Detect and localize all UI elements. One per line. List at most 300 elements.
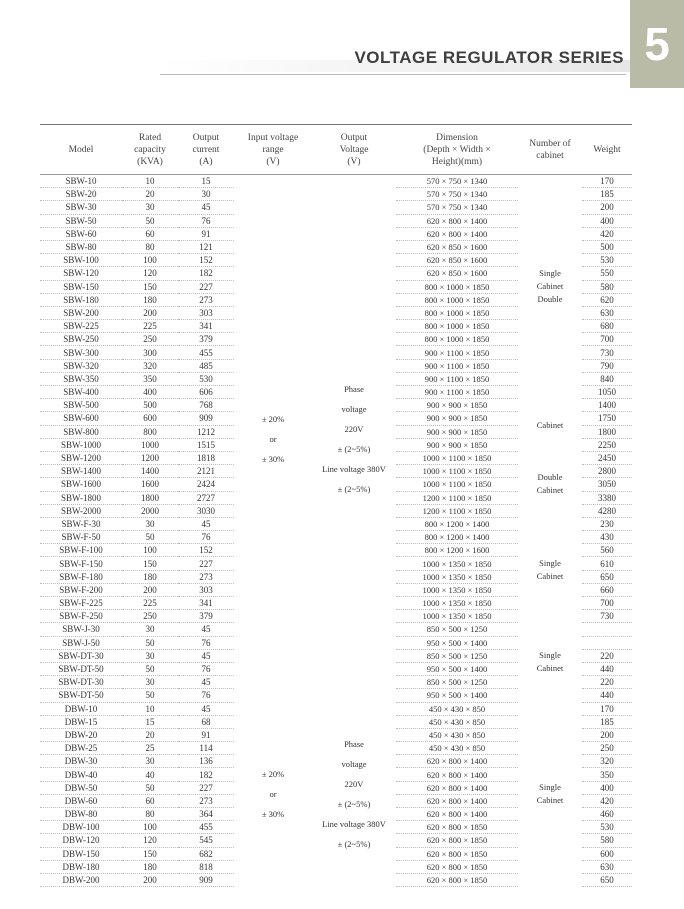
dimension-cell: 900 × 900 × 1850 xyxy=(396,425,518,438)
current-cell: 303 xyxy=(178,583,234,596)
model-cell: SBW-J-30 xyxy=(40,623,122,636)
model-cell: SBW-F-150 xyxy=(40,557,122,570)
weight-cell: 560 xyxy=(582,544,632,557)
cabinet-type xyxy=(518,517,582,623)
dimension-cell: 850 × 500 × 1250 xyxy=(396,676,518,689)
current-cell: 121 xyxy=(178,240,234,253)
dimension-cell: 1000 × 1100 × 1850 xyxy=(396,478,518,491)
weight-cell: 185 xyxy=(582,188,632,201)
weight-cell: 440 xyxy=(582,689,632,702)
dimension-cell: 570 × 750 × 1340 xyxy=(396,188,518,201)
current-cell: 768 xyxy=(178,399,234,412)
weight-cell: 3380 xyxy=(582,491,632,504)
current-cell: 364 xyxy=(178,808,234,821)
capacity-cell: 100 xyxy=(122,544,178,557)
model-cell: SBW-200 xyxy=(40,306,122,319)
dimension-cell: 1000 × 1350 × 1850 xyxy=(396,610,518,623)
capacity-cell: 2000 xyxy=(122,504,178,517)
capacity-cell: 50 xyxy=(122,689,178,702)
header-cabinets: Number of cabinet xyxy=(518,125,582,175)
current-cell: 136 xyxy=(178,755,234,768)
capacity-cell: 25 xyxy=(122,742,178,755)
cabinet-type-line: Cabinet xyxy=(536,571,564,582)
current-cell: 45 xyxy=(178,676,234,689)
weight-cell: 580 xyxy=(582,280,632,293)
model-cell: DBW-15 xyxy=(40,715,122,728)
current-cell: 91 xyxy=(178,728,234,741)
model-cell: SBW-2000 xyxy=(40,504,122,517)
weight-cell: 1400 xyxy=(582,399,632,412)
weight-cell: 350 xyxy=(582,768,632,781)
model-cell: SBW-20 xyxy=(40,188,122,201)
cabinet-type xyxy=(518,175,582,399)
current-cell: 1212 xyxy=(178,425,234,438)
output-voltage-spec-line: voltage xyxy=(341,403,367,414)
output-voltage-spec-line: voltage xyxy=(341,759,367,770)
capacity-cell: 150 xyxy=(122,280,178,293)
weight-cell: 530 xyxy=(582,254,632,267)
model-cell: SBW-1400 xyxy=(40,465,122,478)
current-cell: 45 xyxy=(178,517,234,530)
current-cell: 227 xyxy=(178,280,234,293)
capacity-cell: 200 xyxy=(122,583,178,596)
dimension-cell: 620 × 850 × 1600 xyxy=(396,254,518,267)
dimension-cell: 1000 × 1100 × 1850 xyxy=(396,451,518,464)
current-cell: 909 xyxy=(178,873,234,886)
dimension-cell: 450 × 430 × 850 xyxy=(396,702,518,715)
model-cell: SBW-800 xyxy=(40,425,122,438)
capacity-cell: 150 xyxy=(122,847,178,860)
dimension-cell: 950 × 500 × 1400 xyxy=(396,636,518,649)
dimension-cell: 620 × 800 × 1400 xyxy=(396,768,518,781)
capacity-cell: 180 xyxy=(122,860,178,873)
output-voltage-spec-line: ± (2~5%) xyxy=(337,799,371,810)
dimension-cell: 800 × 1000 × 1850 xyxy=(396,333,518,346)
current-cell: 2727 xyxy=(178,491,234,504)
model-cell: SBW-350 xyxy=(40,372,122,385)
dimension-cell: 620 × 800 × 1400 xyxy=(396,755,518,768)
output-voltage-spec xyxy=(312,175,396,703)
weight-cell: 200 xyxy=(582,201,632,214)
model-cell: SBW-J-50 xyxy=(40,636,122,649)
dimension-cell: 900 × 900 × 1850 xyxy=(396,412,518,425)
model-cell: SBW-1600 xyxy=(40,478,122,491)
weight-cell: 220 xyxy=(582,676,632,689)
weight-cell: 630 xyxy=(582,306,632,319)
dimension-cell: 620 × 800 × 1850 xyxy=(396,821,518,834)
dimension-cell: 800 × 1000 × 1850 xyxy=(396,280,518,293)
capacity-cell: 50 xyxy=(122,662,178,675)
dimension-cell: 850 × 500 × 1250 xyxy=(396,649,518,662)
input-voltage-range xyxy=(234,702,312,887)
model-cell: SBW-F-250 xyxy=(40,610,122,623)
weight-cell: 200 xyxy=(582,728,632,741)
current-cell: 76 xyxy=(178,662,234,675)
current-cell: 152 xyxy=(178,254,234,267)
table-row xyxy=(40,175,632,188)
capacity-cell: 1200 xyxy=(122,451,178,464)
weight-cell: 4280 xyxy=(582,504,632,517)
dimension-cell: 900 × 1100 × 1850 xyxy=(396,372,518,385)
current-cell: 379 xyxy=(178,610,234,623)
weight-cell: 600 xyxy=(582,847,632,860)
capacity-cell: 60 xyxy=(122,794,178,807)
weight-cell: 430 xyxy=(582,531,632,544)
current-cell: 909 xyxy=(178,412,234,425)
dimension-cell: 620 × 800 × 1400 xyxy=(396,214,518,227)
capacity-cell: 1400 xyxy=(122,465,178,478)
dimension-cell: 620 × 850 × 1600 xyxy=(396,267,518,280)
capacity-cell: 120 xyxy=(122,834,178,847)
table-header xyxy=(40,125,632,175)
page-title: VOLTAGE REGULATOR SERIES xyxy=(354,48,624,67)
weight-cell: 220 xyxy=(582,649,632,662)
dimension-cell: 1000 × 1350 × 1850 xyxy=(396,570,518,583)
weight-cell: 420 xyxy=(582,227,632,240)
capacity-cell: 30 xyxy=(122,623,178,636)
dimension-cell: 450 × 430 × 850 xyxy=(396,742,518,755)
weight-cell: 1050 xyxy=(582,386,632,399)
dimension-cell: 800 × 1200 × 1600 xyxy=(396,544,518,557)
current-cell: 182 xyxy=(178,267,234,280)
capacity-cell: 120 xyxy=(122,267,178,280)
current-cell: 91 xyxy=(178,227,234,240)
weight-cell: 1750 xyxy=(582,412,632,425)
dimension-cell: 620 × 800 × 1850 xyxy=(396,860,518,873)
model-cell: SBW-80 xyxy=(40,240,122,253)
cabinet-type xyxy=(518,451,582,517)
dimension-cell: 1000 × 1350 × 1850 xyxy=(396,557,518,570)
output-voltage-spec-line: Phase xyxy=(344,383,364,394)
current-cell: 606 xyxy=(178,386,234,399)
capacity-cell: 20 xyxy=(122,728,178,741)
weight-cell: 3050 xyxy=(582,478,632,491)
model-cell: SBW-600 xyxy=(40,412,122,425)
model-cell: SBW-180 xyxy=(40,293,122,306)
capacity-cell: 250 xyxy=(122,610,178,623)
current-cell: 45 xyxy=(178,702,234,715)
model-cell: SBW-F-30 xyxy=(40,517,122,530)
model-cell: SBW-1000 xyxy=(40,438,122,451)
weight-cell: 250 xyxy=(582,742,632,755)
model-cell: SBW-120 xyxy=(40,267,122,280)
cabinet-type-line: Cabinet xyxy=(536,485,564,496)
model-cell: DBW-100 xyxy=(40,821,122,834)
cabinet-type xyxy=(518,623,582,702)
header-model: Model xyxy=(40,125,122,175)
capacity-cell: 800 xyxy=(122,425,178,438)
current-cell: 76 xyxy=(178,214,234,227)
dimension-cell: 1000 × 1350 × 1850 xyxy=(396,597,518,610)
model-cell: SBW-400 xyxy=(40,386,122,399)
weight-cell: 440 xyxy=(582,662,632,675)
weight-cell: 185 xyxy=(582,715,632,728)
capacity-cell: 500 xyxy=(122,399,178,412)
weight-cell: 550 xyxy=(582,267,632,280)
capacity-cell: 20 xyxy=(122,188,178,201)
model-cell: SBW-300 xyxy=(40,346,122,359)
current-cell: 818 xyxy=(178,860,234,873)
capacity-cell: 225 xyxy=(122,320,178,333)
dimension-cell: 620 × 800 × 1400 xyxy=(396,227,518,240)
capacity-cell: 350 xyxy=(122,372,178,385)
input-voltage-range-line: or xyxy=(269,789,277,800)
cabinet-type xyxy=(518,399,582,452)
weight-cell: 650 xyxy=(582,570,632,583)
weight-cell: 1800 xyxy=(582,425,632,438)
model-cell: SBW-250 xyxy=(40,333,122,346)
current-cell: 45 xyxy=(178,649,234,662)
cabinet-type-line: Single xyxy=(539,650,561,661)
capacity-cell: 600 xyxy=(122,412,178,425)
weight-cell xyxy=(582,623,632,636)
dimension-cell: 570 × 750 × 1340 xyxy=(396,175,518,188)
model-cell: SBW-320 xyxy=(40,359,122,372)
dimension-cell: 900 × 900 × 1850 xyxy=(396,399,518,412)
weight-cell: 730 xyxy=(582,346,632,359)
weight-cell: 650 xyxy=(582,873,632,886)
dimension-cell: 800 × 1000 × 1850 xyxy=(396,306,518,319)
dimension-cell: 1000 × 1100 × 1850 xyxy=(396,465,518,478)
weight-cell: 730 xyxy=(582,610,632,623)
dimension-cell: 800 × 1200 × 1400 xyxy=(396,517,518,530)
model-cell: DBW-25 xyxy=(40,742,122,755)
current-cell: 45 xyxy=(178,201,234,214)
section-number-tab: 5 xyxy=(630,0,684,88)
model-cell: SBW-150 xyxy=(40,280,122,293)
dimension-cell: 800 × 1000 × 1850 xyxy=(396,320,518,333)
model-cell: SBW-DT-50 xyxy=(40,689,122,702)
dimension-cell: 950 × 500 × 1400 xyxy=(396,662,518,675)
weight-cell xyxy=(582,636,632,649)
capacity-cell: 200 xyxy=(122,306,178,319)
dimension-cell: 1200 × 1100 × 1850 xyxy=(396,504,518,517)
output-voltage-spec-line: ± (2~5%) xyxy=(337,483,371,494)
model-cell: SBW-60 xyxy=(40,227,122,240)
model-cell: DBW-200 xyxy=(40,873,122,886)
dimension-cell: 620 × 800 × 1850 xyxy=(396,873,518,886)
cabinet-type-line: Double xyxy=(537,294,563,305)
cabinet-type-line: Cabinet xyxy=(536,419,564,430)
input-voltage-range-line: ± 30% xyxy=(261,809,285,820)
model-cell: DBW-50 xyxy=(40,781,122,794)
weight-cell: 660 xyxy=(582,583,632,596)
model-cell: DBW-20 xyxy=(40,728,122,741)
weight-cell: 230 xyxy=(582,517,632,530)
current-cell: 30 xyxy=(178,188,234,201)
dimension-cell: 620 × 800 × 1400 xyxy=(396,794,518,807)
model-cell: DBW-180 xyxy=(40,860,122,873)
weight-cell: 610 xyxy=(582,557,632,570)
capacity-cell: 15 xyxy=(122,715,178,728)
weight-cell: 680 xyxy=(582,320,632,333)
capacity-cell: 30 xyxy=(122,201,178,214)
capacity-cell: 180 xyxy=(122,293,178,306)
current-cell: 341 xyxy=(178,320,234,333)
current-cell: 273 xyxy=(178,570,234,583)
capacity-cell: 10 xyxy=(122,702,178,715)
weight-cell: 580 xyxy=(582,834,632,847)
dimension-cell: 900 × 1100 × 1850 xyxy=(396,386,518,399)
current-cell: 76 xyxy=(178,636,234,649)
model-cell: SBW-F-50 xyxy=(40,531,122,544)
weight-cell: 630 xyxy=(582,860,632,873)
weight-cell: 700 xyxy=(582,333,632,346)
output-voltage-spec-line: ± (2~5%) xyxy=(337,839,371,850)
capacity-cell: 80 xyxy=(122,808,178,821)
capacity-cell: 50 xyxy=(122,531,178,544)
weight-cell: 2450 xyxy=(582,451,632,464)
weight-cell: 530 xyxy=(582,821,632,834)
model-cell: DBW-150 xyxy=(40,847,122,860)
cabinet-type-line: Single xyxy=(539,782,561,793)
weight-cell: 400 xyxy=(582,781,632,794)
weight-cell: 790 xyxy=(582,359,632,372)
model-cell: DBW-120 xyxy=(40,834,122,847)
dimension-cell: 620 × 850 × 1600 xyxy=(396,240,518,253)
current-cell: 152 xyxy=(178,544,234,557)
current-cell: 76 xyxy=(178,531,234,544)
model-cell: SBW-DT-30 xyxy=(40,649,122,662)
current-cell: 114 xyxy=(178,742,234,755)
capacity-cell: 30 xyxy=(122,649,178,662)
capacity-cell: 400 xyxy=(122,386,178,399)
current-cell: 379 xyxy=(178,333,234,346)
cabinet-type-line: Cabinet xyxy=(536,795,564,806)
table-row xyxy=(40,702,632,715)
capacity-cell: 40 xyxy=(122,768,178,781)
cabinet-type-line: Cabinet xyxy=(536,281,564,292)
output-voltage-spec-line: ± (2~5%) xyxy=(337,443,371,454)
input-voltage-range-line: ± 30% xyxy=(261,453,285,464)
model-cell: SBW-100 xyxy=(40,254,122,267)
current-cell: 485 xyxy=(178,359,234,372)
header-weight: Weight xyxy=(582,125,632,175)
model-cell: SBW-10 xyxy=(40,175,122,188)
capacity-cell: 1600 xyxy=(122,478,178,491)
current-cell: 227 xyxy=(178,557,234,570)
current-cell: 455 xyxy=(178,346,234,359)
output-voltage-spec-line: 220V xyxy=(344,423,364,434)
current-cell: 1515 xyxy=(178,438,234,451)
model-cell: DBW-30 xyxy=(40,755,122,768)
dimension-cell: 570 × 750 × 1340 xyxy=(396,201,518,214)
dimension-cell: 900 × 900 × 1850 xyxy=(396,438,518,451)
capacity-cell: 300 xyxy=(122,346,178,359)
current-cell: 530 xyxy=(178,372,234,385)
weight-cell: 700 xyxy=(582,597,632,610)
header-output-voltage: Output Voltage (V) xyxy=(312,125,396,175)
weight-cell: 2800 xyxy=(582,465,632,478)
dimension-cell: 450 × 430 × 850 xyxy=(396,715,518,728)
capacity-cell: 50 xyxy=(122,214,178,227)
model-cell: SBW-F-100 xyxy=(40,544,122,557)
output-voltage-spec xyxy=(312,702,396,887)
header-input-voltage: Input voltage range (V) xyxy=(234,125,312,175)
spec-table xyxy=(40,124,632,887)
current-cell: 682 xyxy=(178,847,234,860)
weight-cell: 420 xyxy=(582,794,632,807)
dimension-cell: 800 × 1000 × 1850 xyxy=(396,293,518,306)
input-voltage-range-line: or xyxy=(269,433,277,444)
capacity-cell: 60 xyxy=(122,227,178,240)
capacity-cell: 225 xyxy=(122,597,178,610)
weight-cell: 320 xyxy=(582,755,632,768)
current-cell: 182 xyxy=(178,768,234,781)
capacity-cell: 80 xyxy=(122,240,178,253)
capacity-cell: 30 xyxy=(122,755,178,768)
current-cell: 273 xyxy=(178,293,234,306)
dimension-cell: 1200 × 1100 × 1850 xyxy=(396,491,518,504)
input-voltage-range-line: ± 20% xyxy=(261,413,285,424)
model-cell: SBW-1200 xyxy=(40,451,122,464)
capacity-cell: 1800 xyxy=(122,491,178,504)
header-output-current: Output current (A) xyxy=(178,125,234,175)
weight-cell: 620 xyxy=(582,293,632,306)
capacity-cell: 50 xyxy=(122,781,178,794)
cabinet-type-line: Double xyxy=(537,472,563,483)
weight-cell: 400 xyxy=(582,214,632,227)
current-cell: 1818 xyxy=(178,451,234,464)
dimension-cell: 1000 × 1350 × 1850 xyxy=(396,583,518,596)
dimension-cell: 850 × 500 × 1250 xyxy=(396,623,518,636)
model-cell: SBW-F-180 xyxy=(40,570,122,583)
current-cell: 2121 xyxy=(178,465,234,478)
table-body xyxy=(40,175,632,887)
current-cell: 3030 xyxy=(178,504,234,517)
model-cell: SBW-DT-50 xyxy=(40,662,122,675)
model-cell: SBW-30 xyxy=(40,201,122,214)
dimension-cell: 800 × 1200 × 1400 xyxy=(396,531,518,544)
weight-cell: 2250 xyxy=(582,438,632,451)
capacity-cell: 320 xyxy=(122,359,178,372)
capacity-cell: 150 xyxy=(122,557,178,570)
dimension-cell: 620 × 800 × 1850 xyxy=(396,834,518,847)
dimension-cell: 950 × 500 × 1400 xyxy=(396,689,518,702)
capacity-cell: 100 xyxy=(122,254,178,267)
model-cell: SBW-50 xyxy=(40,214,122,227)
capacity-cell: 100 xyxy=(122,821,178,834)
model-cell: DBW-60 xyxy=(40,794,122,807)
weight-cell: 460 xyxy=(582,808,632,821)
cabinet-type-line: Cabinet xyxy=(536,663,564,674)
dimension-cell: 450 × 430 × 850 xyxy=(396,728,518,741)
weight-cell: 170 xyxy=(582,702,632,715)
current-cell: 455 xyxy=(178,821,234,834)
current-cell: 273 xyxy=(178,794,234,807)
input-voltage-range-line: ± 20% xyxy=(261,769,285,780)
header-dimension: Dimension (Depth × Width × Height)(mm) xyxy=(396,125,518,175)
capacity-cell: 50 xyxy=(122,636,178,649)
model-cell: SBW-DT-30 xyxy=(40,676,122,689)
current-cell: 303 xyxy=(178,306,234,319)
model-cell: SBW-F-200 xyxy=(40,583,122,596)
dimension-cell: 620 × 800 × 1400 xyxy=(396,781,518,794)
capacity-cell: 30 xyxy=(122,517,178,530)
output-voltage-spec-line: 220V xyxy=(344,779,364,790)
output-voltage-spec-line: Phase xyxy=(344,739,364,750)
output-voltage-spec-line: Line voltage 380V xyxy=(322,819,386,830)
output-voltage-spec-line: Line voltage 380V xyxy=(322,463,386,474)
capacity-cell: 1000 xyxy=(122,438,178,451)
capacity-cell: 10 xyxy=(122,175,178,188)
model-cell: SBW-F-225 xyxy=(40,597,122,610)
capacity-cell: 180 xyxy=(122,570,178,583)
dimension-cell: 620 × 800 × 1850 xyxy=(396,847,518,860)
current-cell: 341 xyxy=(178,597,234,610)
current-cell: 45 xyxy=(178,623,234,636)
current-cell: 227 xyxy=(178,781,234,794)
